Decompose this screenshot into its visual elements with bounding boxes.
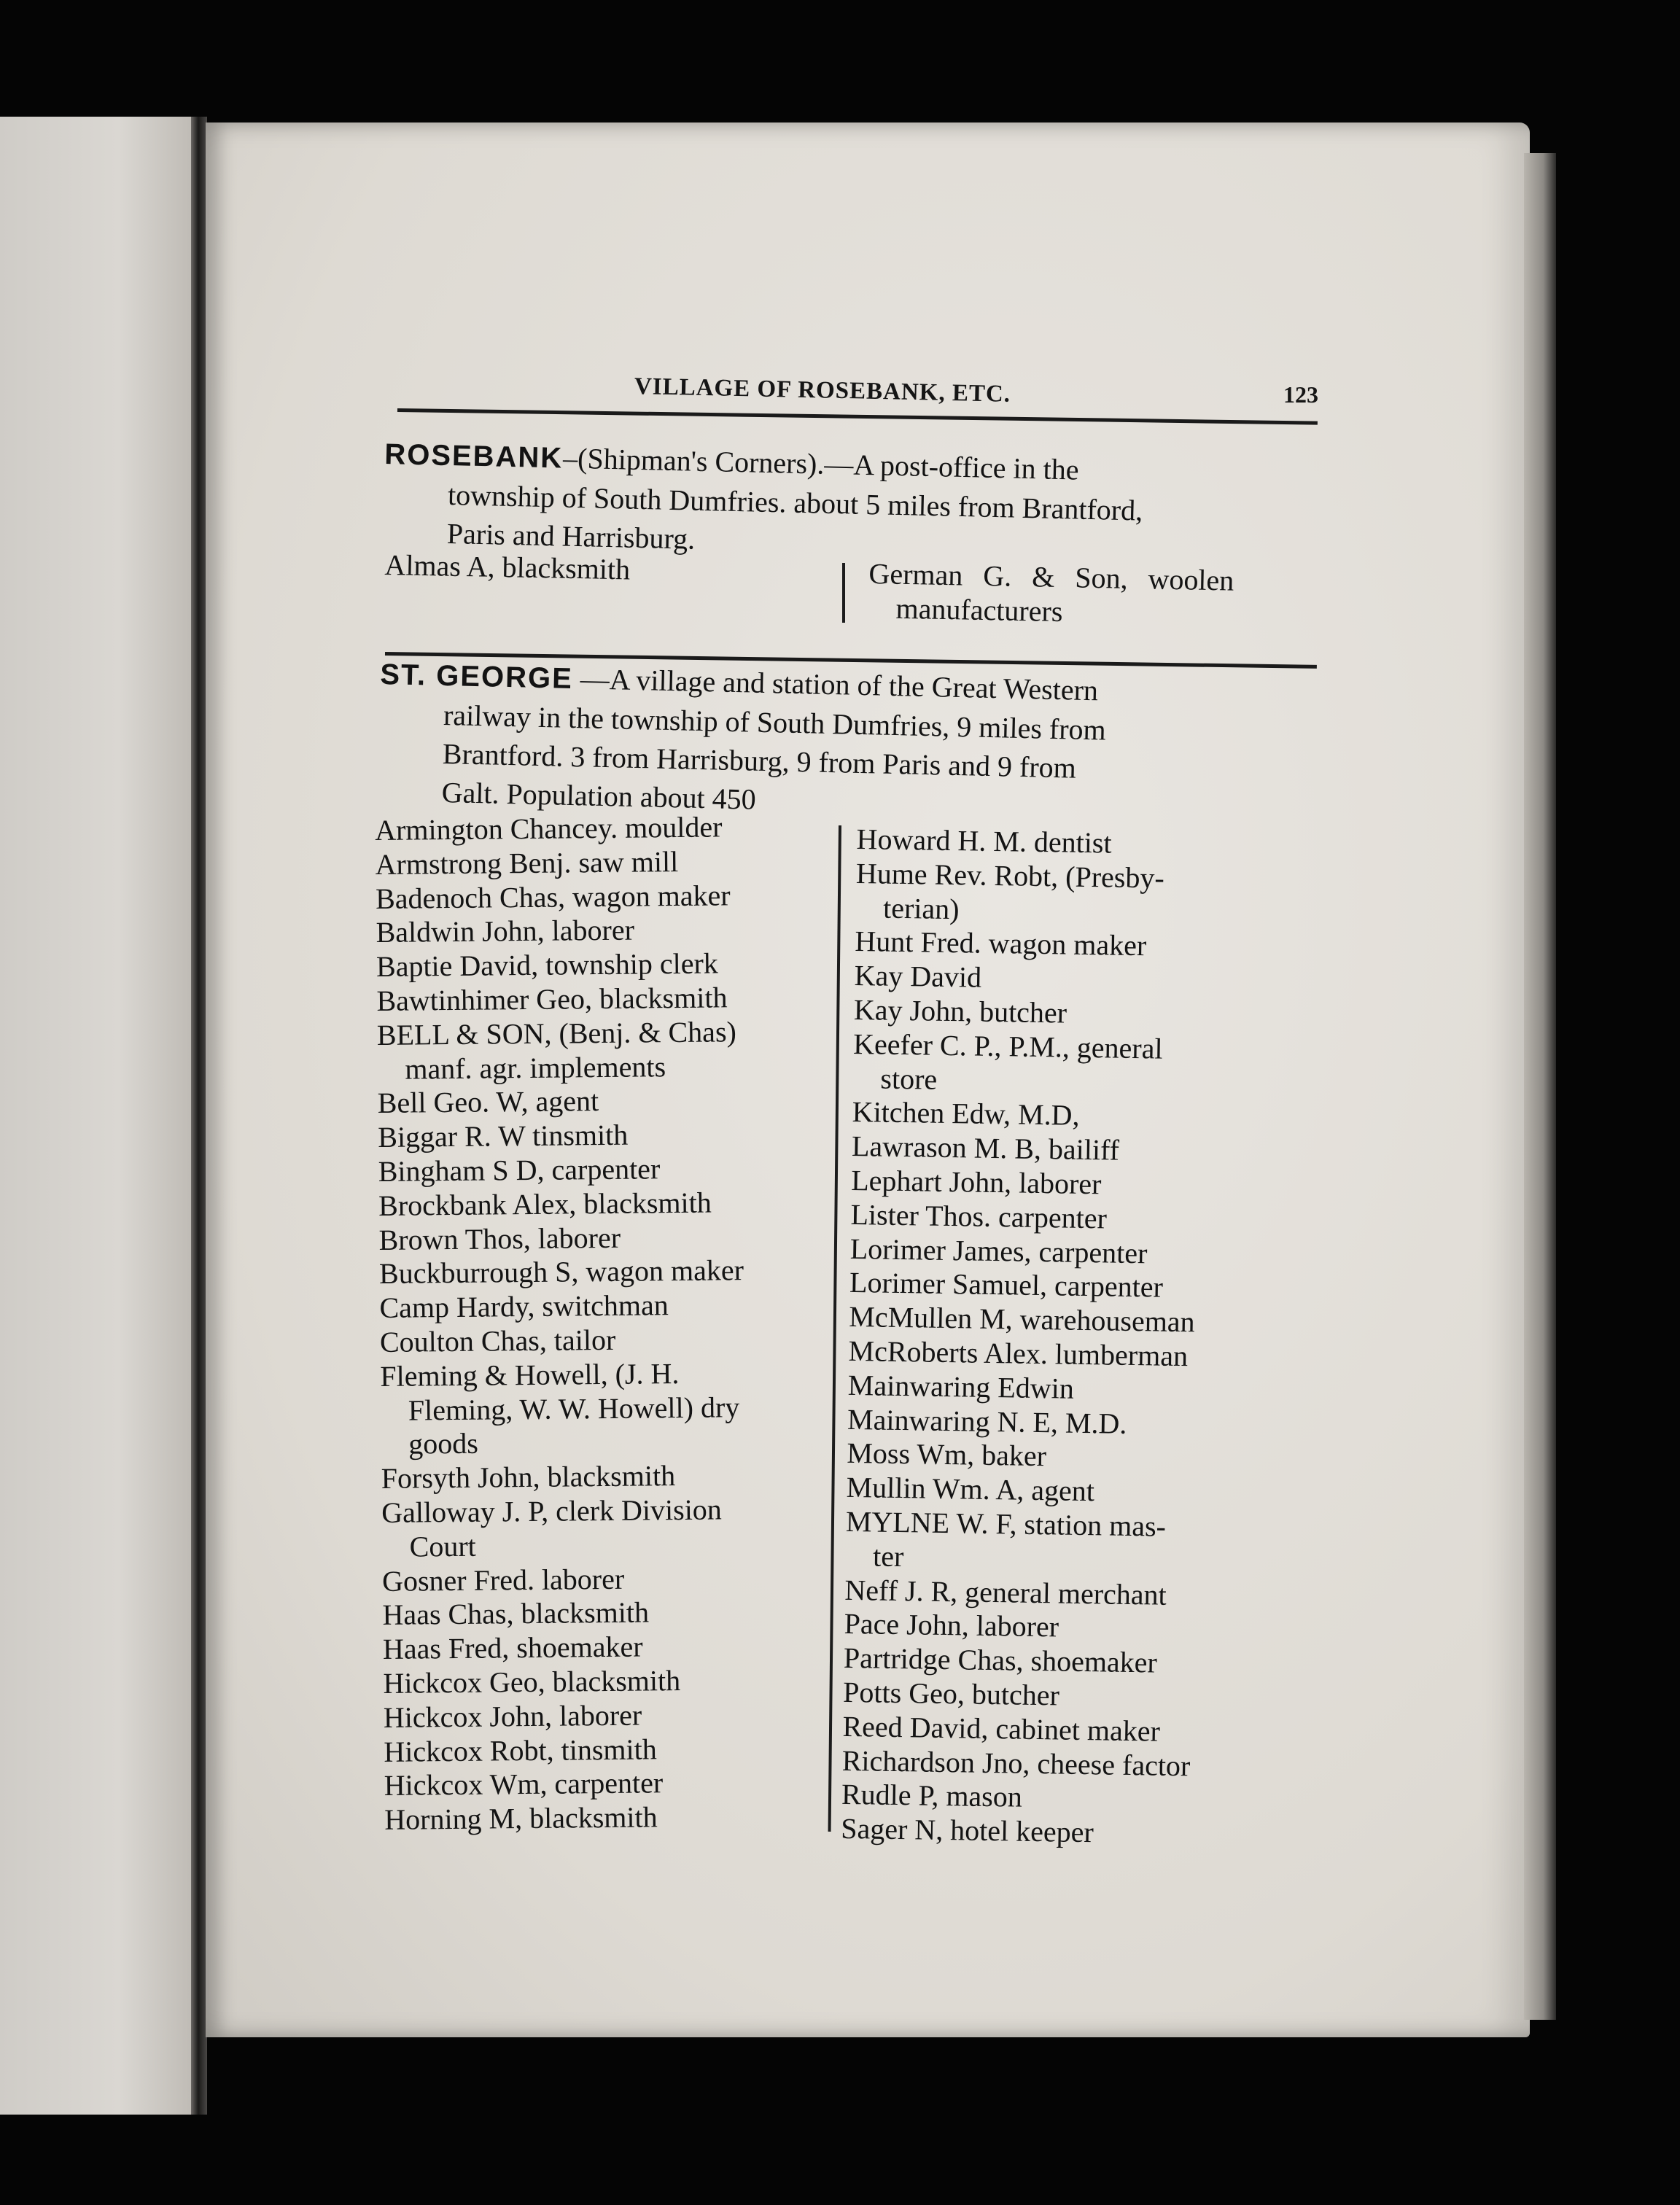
directory-entry: Baptie David, township clerk xyxy=(376,946,719,984)
directory-entry: Lorimer Samuel, carpenter xyxy=(849,1266,1164,1304)
directory-entry: Mainwaring Edwin xyxy=(847,1368,1075,1405)
directory-entry: Rudle P, mason xyxy=(841,1778,1023,1814)
directory-entry: McMullen M, warehouseman xyxy=(849,1300,1195,1339)
rosebank-left-column xyxy=(384,548,630,587)
directory-entry: Hunt Fred. wagon maker xyxy=(855,925,1147,962)
directory-entry: Galloway J. P, clerk Division xyxy=(381,1493,723,1529)
directory-entry-continuation: ter xyxy=(872,1539,904,1573)
directory-entry: McRoberts Alex. lumberman xyxy=(848,1334,1189,1373)
st-george-desc-line-1: —A village and station of the Great Western xyxy=(580,662,1099,707)
directory-entry-continuation: terian) xyxy=(882,891,960,925)
directory-entry: Armstrong Benj. saw mill xyxy=(375,844,679,881)
book-spine xyxy=(191,117,207,2115)
directory-entry: Moss Wm, baker xyxy=(847,1436,1047,1473)
directory-entry-continuation: manf. agr. implements xyxy=(405,1049,666,1086)
st-george-name: ST. GEORGE xyxy=(379,658,574,695)
directory-entry: Kay David xyxy=(854,959,982,994)
directory-entry: Haas Fred, shoemaker xyxy=(382,1630,643,1666)
directory-entry: Baldwin John, laborer xyxy=(376,913,635,949)
directory-entry: Buckburrough S, wagon maker xyxy=(378,1253,744,1291)
running-title: VILLAGE OF ROSEBANK, ETC. xyxy=(634,373,1011,408)
directory-entry: Badenoch Chas, wagon maker xyxy=(375,878,731,915)
directory-entry: Lawrason M. B, bailiff xyxy=(851,1129,1120,1167)
directory-entry: Lephart John, laborer xyxy=(850,1163,1102,1201)
directory-entry: Lister Thos. carpenter xyxy=(850,1197,1108,1235)
directory-entry: Brockbank Alex, blacksmith xyxy=(378,1186,712,1222)
directory-entry: Howard H. M. dentist xyxy=(856,822,1112,860)
directory-entry: Brown Thos, laborer xyxy=(378,1221,621,1256)
directory-entry-continuation: Fleming, W. W. Howell) dry xyxy=(408,1390,740,1427)
directory-entry: Pace John, laborer xyxy=(844,1607,1059,1644)
directory-entry: Hickcox John, laborer xyxy=(383,1698,642,1734)
directory-entry: Haas Chas, blacksmith xyxy=(382,1595,650,1632)
directory-entry: Lorimer James, carpenter xyxy=(849,1232,1148,1269)
directory-entry: Hickcox Robt, tinsmith xyxy=(384,1732,657,1768)
directory-entry-continuation: store xyxy=(880,1062,938,1096)
page-number: 123 xyxy=(1283,381,1318,408)
directory-entry: Richardson Jno, cheese factor xyxy=(841,1743,1191,1782)
directory-entry: Gosner Fred. laborer xyxy=(381,1562,625,1598)
rosebank-desc-line-2: township of South Dumfries. about 5 miles from Brantford, xyxy=(447,478,1143,527)
rosebank-desc-line-1: –(Shipman's Corners).—A post-office in the xyxy=(562,441,1080,486)
directory-entry: Fleming & Howell, (J. H. xyxy=(380,1356,680,1393)
directory-entry: Bell Geo. W, agent xyxy=(377,1084,599,1120)
directory-entry: Kay John, butcher xyxy=(853,992,1068,1030)
rosebank-desc-line-3: Paris and Harrisburg. xyxy=(446,516,696,556)
directory-entry: Bingham S D, carpenter xyxy=(378,1152,661,1188)
directory-entry: MYLNE W. F, station mas- xyxy=(845,1504,1167,1543)
directory-entry: Horning M, blacksmith xyxy=(384,1800,658,1837)
directory-entry: German G. & Son, woolen xyxy=(868,557,1234,597)
st-george-right-column xyxy=(841,822,1205,1851)
directory-entry: Sager N, hotel keeper xyxy=(840,1811,1094,1849)
directory-entry: Bawtinhimer Geo, blacksmith xyxy=(376,981,728,1017)
directory-entry: Potts Geo, butcher xyxy=(842,1675,1060,1712)
rosebank-column-divider xyxy=(842,563,845,623)
directory-entry: Almas A, blacksmith xyxy=(384,548,631,586)
directory-entry: Biggar R. W tinsmith xyxy=(378,1118,629,1154)
rosebank-right-column xyxy=(868,557,1234,632)
page-stack-edge xyxy=(1524,153,1556,2020)
st-george-desc-line-2: railway in the township of South Dumfries, 9 miles from xyxy=(443,698,1107,747)
directory-entry: Hickcox Wm, carpenter xyxy=(384,1766,664,1802)
directory-entry-continuation: manufacturers xyxy=(895,591,1063,628)
st-george-left-column xyxy=(375,810,749,1838)
st-george-desc-line-3: Brantford. 3 from Harrisburg, 9 from Paris and 9 from xyxy=(442,736,1077,785)
rosebank-name: ROSEBANK xyxy=(384,438,564,475)
directory-entry: Hickcox Geo, blacksmith xyxy=(383,1663,681,1700)
directory-entry: Reed David, cabinet maker xyxy=(842,1709,1161,1748)
directory-entry: Armington Chancey. moulder xyxy=(375,810,723,847)
directory-entry: Kitchen Edw, M.D, xyxy=(852,1095,1080,1132)
st-george-desc-line-4: Galt. Population about 450 xyxy=(441,775,757,816)
directory-entry: Partridge Chas, shoemaker xyxy=(843,1641,1158,1679)
facing-page-edge xyxy=(0,117,198,2115)
directory-entry: Camp Hardy, switchman xyxy=(379,1288,669,1325)
directory-entry: Hume Rev. Robt, (Presby- xyxy=(855,856,1165,895)
directory-entry: Mainwaring N. E, M.D. xyxy=(847,1402,1127,1440)
directory-entry: Forsyth John, blacksmith xyxy=(381,1459,676,1496)
st-george-heading xyxy=(377,655,1318,831)
directory-entry: Coulton Chas, tailor xyxy=(379,1323,616,1358)
directory-entry: BELL & SON, (Benj. & Chas) xyxy=(376,1015,737,1051)
directory-entry: Neff J. R, general merchant xyxy=(844,1573,1167,1611)
directory-entry-continuation: Court xyxy=(409,1529,476,1563)
directory-entry-continuation: goods xyxy=(408,1427,479,1461)
directory-entry: Keefer C. P., P.M., general xyxy=(852,1027,1163,1065)
directory-entry: Mullin Wm. A, agent xyxy=(846,1471,1095,1508)
